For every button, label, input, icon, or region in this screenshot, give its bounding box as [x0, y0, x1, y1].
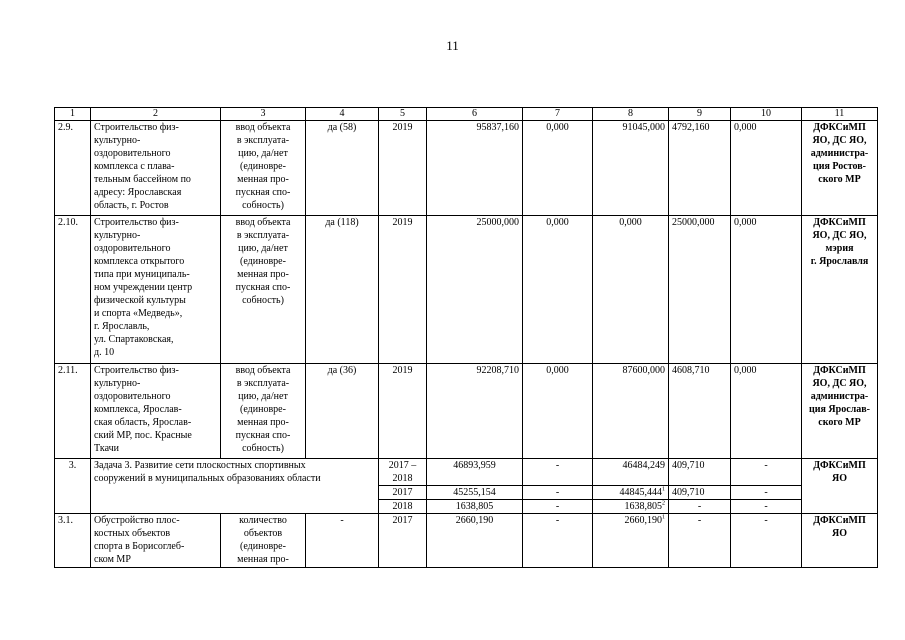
task-title: Задача 3. Развитие сети плоскостных спортивных сооружений в муниципальных образованиях области: [91, 459, 379, 514]
table-row: [55, 514, 878, 568]
table-row: [55, 216, 878, 364]
federal-amount: -: [523, 459, 593, 486]
year: 2019: [379, 364, 427, 459]
row-number: 3.: [55, 459, 91, 514]
federal-amount: 0,000: [523, 121, 593, 216]
other-amount: -: [731, 459, 802, 486]
indicator-value: да (118): [306, 216, 379, 364]
federal-amount: 0,000: [523, 216, 593, 364]
regional-amount: 87600,000: [593, 364, 669, 459]
page-number: 11: [446, 38, 459, 53]
regional-amount: 91045,000: [593, 121, 669, 216]
local-amount: -: [669, 500, 731, 514]
col-header: 11: [802, 108, 878, 121]
row-number: 2.11.: [55, 364, 91, 459]
other-amount: -: [731, 486, 802, 500]
year: 2017: [379, 514, 427, 568]
executor: ДФКСиМП ЯО, ДС ЯО, администра- ция Ярослав- ского МР: [802, 364, 878, 459]
footnote-mark: 2: [662, 500, 665, 507]
col-header: 2: [91, 108, 221, 121]
table-row: [55, 364, 878, 459]
total-amount: 1638,805: [427, 500, 523, 514]
col-header: 10: [731, 108, 802, 121]
col-header: 5: [379, 108, 427, 121]
executor: ДФКСиМП ЯО, ДС ЯО, мэрия г. Ярославля: [802, 216, 878, 364]
total-amount: 2660,190: [427, 514, 523, 568]
year: 2019: [379, 216, 427, 364]
regional-amount: 46484,249: [593, 459, 669, 486]
local-amount: -: [669, 514, 731, 568]
year: 2018: [379, 500, 427, 514]
federal-amount: -: [523, 486, 593, 500]
executor: ДФКСиМП ЯО, ДС ЯО, администра- ция Ростов- ского МР: [802, 121, 878, 216]
col-header: 8: [593, 108, 669, 121]
col-header: 9: [669, 108, 731, 121]
indicator: ввод объекта в эксплуата- цию, да/нет (единовре- менная про- пускная спо- собность): [221, 216, 306, 364]
other-amount: -: [731, 514, 802, 568]
row-number: 2.10.: [55, 216, 91, 364]
other-amount: 0,000: [731, 216, 802, 364]
measure-name: Строительство физ- культурно- оздоровительного комплекса с плава- тельным бассейном по адресу: Ярославская область, г. Ростов: [91, 121, 221, 216]
federal-amount: 0,000: [523, 364, 593, 459]
year: 2017: [379, 486, 427, 500]
indicator-value: да (36): [306, 364, 379, 459]
col-header: 7: [523, 108, 593, 121]
program-table: [54, 107, 878, 568]
measure-name: Обустройство плос- костных объектов спорта в Борисоглеб- ском МР: [91, 514, 221, 568]
indicator: ввод объекта в эксплуата- цию, да/нет (единовре- менная про- пускная спо- собность): [221, 364, 306, 459]
indicator-value: да (58): [306, 121, 379, 216]
measure-name: Строительство физ- культурно- оздоровительного комплекса, Ярослав- ская область, Ярослав- ский МР, пос. Красные Ткачи: [91, 364, 221, 459]
col-header: 4: [306, 108, 379, 121]
regional-amount-value: 2660,190: [624, 515, 662, 526]
row-number: 3.1.: [55, 514, 91, 568]
indicator-value: -: [306, 514, 379, 568]
regional-amount: [593, 514, 669, 568]
row-number: 2.9.: [55, 121, 91, 216]
regional-amount: [593, 500, 669, 514]
executor: ДФКСиМП ЯО: [802, 459, 878, 514]
total-amount: 46893,959: [427, 459, 523, 486]
total-amount: 92208,710: [427, 364, 523, 459]
footnote-mark: 1: [662, 486, 665, 493]
col-header: 6: [427, 108, 523, 121]
regional-amount: 0,000: [593, 216, 669, 364]
local-amount: 4792,160: [669, 121, 731, 216]
regional-amount-value: 44845,444: [619, 487, 662, 498]
year: 2017 – 2018: [379, 459, 427, 486]
col-header: 3: [221, 108, 306, 121]
other-amount: -: [731, 500, 802, 514]
regional-amount-value: 1638,805: [624, 501, 662, 512]
indicator: количество объектов (единовре- менная про-: [221, 514, 306, 568]
indicator: ввод объекта в эксплуата- цию, да/нет (единовре- менная про- пускная спо- собность): [221, 121, 306, 216]
other-amount: 0,000: [731, 121, 802, 216]
total-amount: 25000,000: [427, 216, 523, 364]
local-amount: 409,710: [669, 459, 731, 486]
local-amount: 409,710: [669, 486, 731, 500]
task-row: [55, 459, 878, 486]
total-amount: 45255,154: [427, 486, 523, 500]
regional-amount: [593, 486, 669, 500]
federal-amount: -: [523, 500, 593, 514]
local-amount: 4608,710: [669, 364, 731, 459]
total-amount: 95837,160: [427, 121, 523, 216]
year: 2019: [379, 121, 427, 216]
local-amount: 25000,000: [669, 216, 731, 364]
measure-name: Строительство физ- культурно- оздоровительного комплекса открытого типа при муниципаль- ном учреждении центр физической культуры и спорта «Медведь», г. Ярославль, ул. Спартаковская, д. 10: [91, 216, 221, 364]
col-header: 1: [55, 108, 91, 121]
column-number-row: [55, 108, 878, 121]
table-row: [55, 121, 878, 216]
footnote-mark: 1: [662, 514, 665, 521]
other-amount: 0,000: [731, 364, 802, 459]
executor: ДФКСиМП ЯО: [802, 514, 878, 568]
federal-amount: -: [523, 514, 593, 568]
